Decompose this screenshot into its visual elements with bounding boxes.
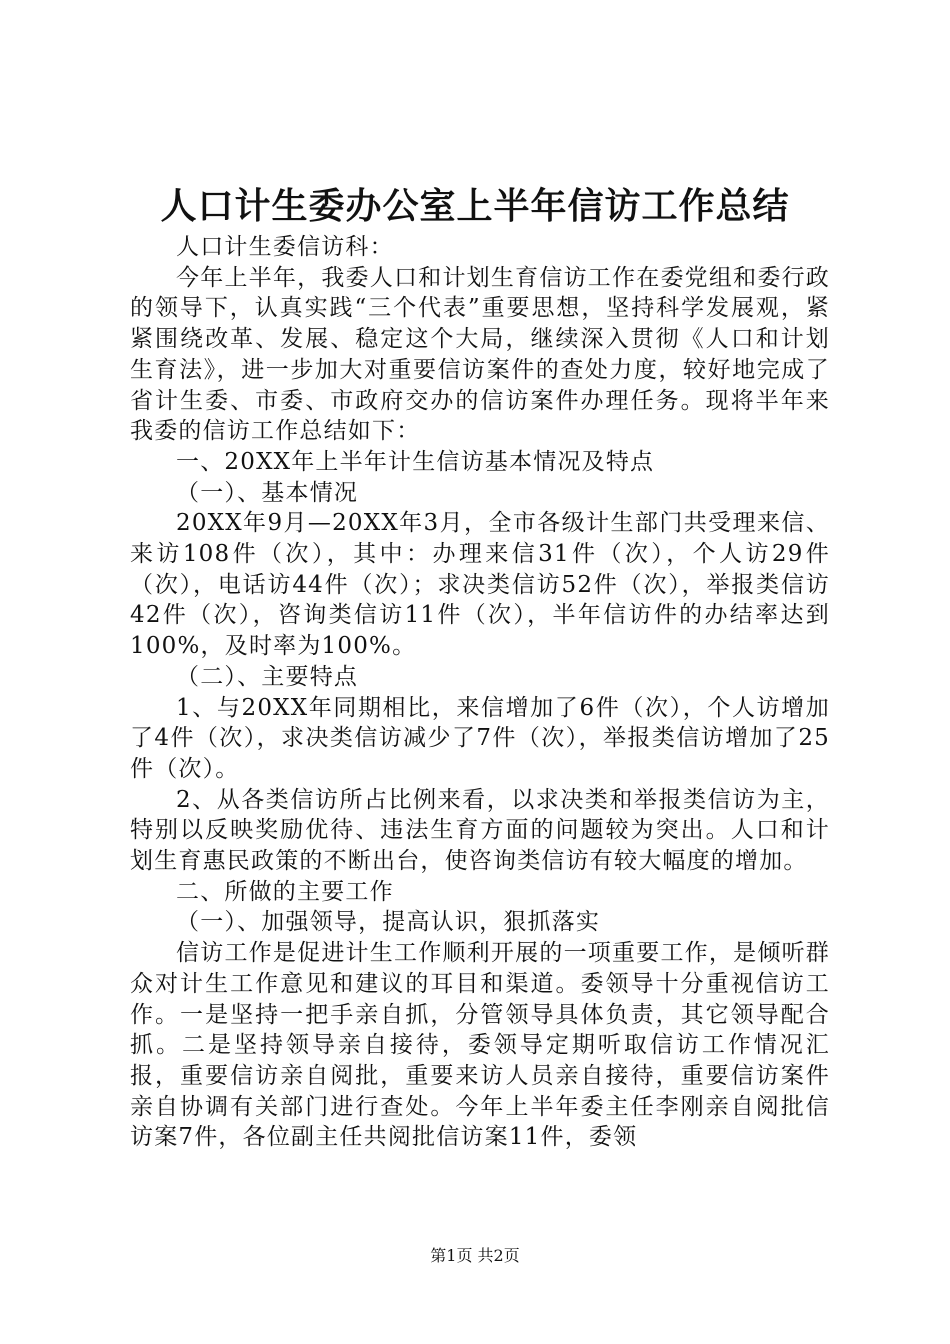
section-heading: 一、20XX年上半年计生信访基本情况及特点: [176, 448, 655, 475]
section-heading: 二、所做的主要工作: [176, 878, 394, 905]
subsection-heading: （一）、加强领导，提高认识，狠抓落实: [176, 909, 601, 936]
page-footer: 第1页 共2页: [430, 1246, 520, 1265]
body-paragraph: 人口计生委信访科：: [176, 234, 394, 260]
body-paragraph: 2、从各类信访所占比例来看，以求决类和举报类信访为主，特别以反映奖励优待、违法生育方面的问题较为突出。人口和计划生育惠民政策的不断出台，使咨询类信访有较大幅度的增加。: [130, 786, 830, 875]
body-paragraph: 今年上半年，我委人口和计划生育信访工作在委党组和委行政的领导下，认真实践“三个代表”重要思想，坚持科学发展观，紧紧围绕改革、发展、稳定这个大局，继续深入贯彻《人口和计划生育法》，进一步加大对重要信访案件的查处力度，较好地完成了省计生委、市委、市政府交办的信访案件办理任务。现将半年来我委的信访工作总结如下：: [130, 264, 830, 445]
subsection-heading: （一）、基本情况: [176, 479, 359, 506]
document-body: [130, 232, 830, 1153]
body-paragraph: 20XX年9月—20XX年3月，全市各级计生部门共受理来信、来访108件（次），其中：办理来信31件（次），个人访29件（次），电话访44件（次）；求决类信访52件（次），举报类信访42件（次），咨询类信访11件（次），半年信访件的办结率达到100%，及时率为100%。: [130, 510, 830, 660]
body-paragraph: 信访工作是促进计生工作顺利开展的一项重要工作，是倾听群众对计生工作意见和建议的耳目和渠道。委领导十分重视信访工作。一是坚持一把手亲自抓，分管领导具体负责，其它领导配合抓。二是坚持领导亲自接待，委领导定期听取信访工作情况汇报，重要信访亲自阅批，重要来访人员亲自接待，重要信访案件亲自协调有关部门进行查处。今年上半年委主任李刚亲自阅批信访案7件，各位副主任共阅批信访案11件，委领: [130, 940, 830, 1151]
body-paragraph: 1、与20XX年同期相比，来信增加了6件（次），个人访增加了4件（次），求决类信访减少了7件（次），举报类信访增加了25件（次）。: [130, 694, 830, 782]
subsection-heading: （二）、主要特点: [176, 663, 359, 690]
document-title: 人口计生委办公室上半年信访工作总结: [160, 186, 790, 227]
